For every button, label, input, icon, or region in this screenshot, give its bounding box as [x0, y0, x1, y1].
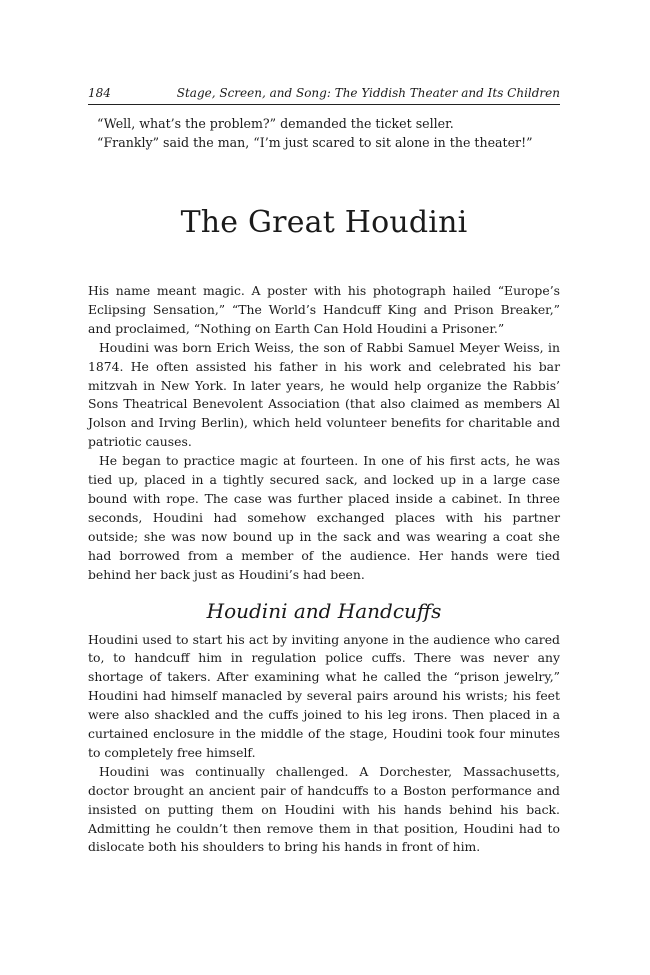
paragraph: He began to practice magic at fourteen. In one of his first acts, he was tied up, placed in a tightly secured sack, and locked up in a large case bound with rope. The case was further placed inside a cabinet. In three seconds, Houdini had somehow exchanged places with his partner outside; she was now bound up in the sack and was wearing a coat she had borrowed from a member of the audience. Her hands were tied behind her back just as Houdini’s had been.: [88, 453, 560, 582]
page-number: 184: [88, 86, 111, 100]
book-page: [88, 86, 560, 857]
intro-text: [88, 282, 560, 585]
chapter-title: The Great Houdini: [180, 205, 468, 240]
dialogue-line: “Frankly” said the man, “I’m just scared to sit alone in the theater!”: [97, 135, 533, 150]
section-text: [88, 631, 560, 858]
paragraph: His name meant magic. A poster with his photograph hailed “Europe’s Eclipsing Sensation,” “The World’s Handcuff King and Prison Breaker,” and proclaimed, “Nothing on Earth Can Hold Houdini a Prisoner.”: [88, 283, 560, 336]
paragraph: Houdini used to start his act by inviting anyone in the audience who cared to, to handcuff him in regulation police cuffs. There was never any shortage of takers. After examining what he called the “prison jewelry,” Houdini had himself manacled by several pairs around his wrists; his feet were also shackled and the cuffs joined to his leg irons. Then placed in a curtained enclosure in the middle of the stage, Houdini took four minutes to completely free himself.: [88, 631, 560, 760]
section-heading: Houdini and Handcuffs: [206, 598, 442, 623]
dialogue-line: “Well, what’s the problem?” demanded the ticket seller.: [97, 116, 454, 131]
dialogue-block: [88, 114, 560, 152]
paragraph: Houdini was born Erich Weiss, the son of Rabbi Samuel Meyer Weiss, in 1874. He often assisted his father in his work and celebrated his bar mitzvah in New York. In later years, he would help organize the Rabbis’ Sons Theatrical Benevolent Association (that also claimed as members Al Jolson and Irving Berlin), which held volunteer benefits for charitable and patriotic causes.: [88, 339, 560, 450]
book-title: Stage, Screen, and Song: The Yiddish Theater and Its Children: [176, 86, 560, 100]
paragraph: Houdini was continually challenged. A Dorchester, Massachusetts, doctor brought an ancient pair of handcuffs to a Boston performance and insisted on putting them on Houdini with his hands behind his back. Admitting he couldn’t then remove them in that position, Houdini had to dislocate both his shoulders to bring his hands in front of him.: [88, 763, 560, 855]
running-head: [88, 86, 560, 105]
